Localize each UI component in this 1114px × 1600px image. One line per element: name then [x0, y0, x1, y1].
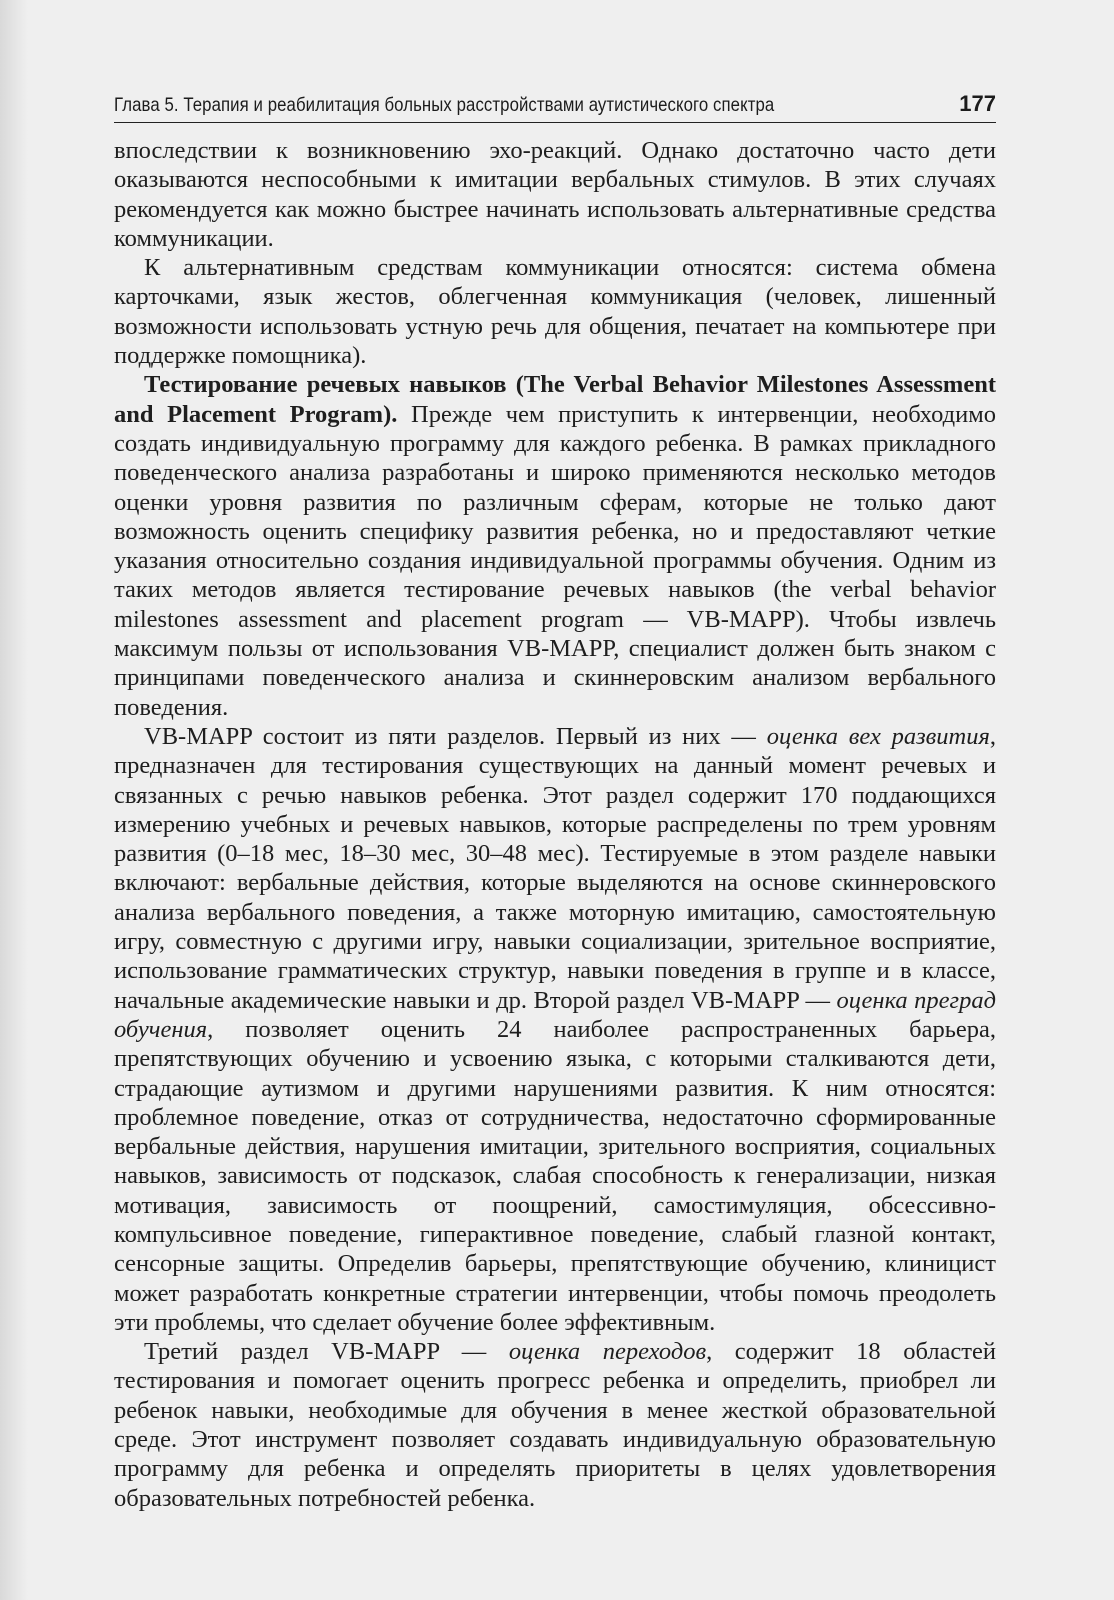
- paragraph-4: [114, 722, 996, 1337]
- paragraph-4-part-2: , предназначен для тестирования существующих на данный момент речевых и связанных с речью навыков ребенка. Этот раздел содержит 170 поддающихся измерению учебных и речевых навыков, которые распределены по трем уровням развития (0–18 мес, 18–30 мес, 30–48 мес). Тестируемые в этом разделе навыки включают: вербальные действия, которые выделяются на основе скиннеровского анализа вербального поведения, а также моторную имитацию, самостоятельную игру, совместную с другими игру, навыки социализации, зрительное восприятие, использование грамматических структур, навыки поведения в группе и в классе, начальные академические навыки и др. Второй раздел VB-MAPP —: [114, 722, 997, 1014]
- page-gutter-shadow: [0, 0, 28, 1600]
- paragraph-1-text: впоследствии к возникновению эхо-реакций. Однако достаточно часто дети оказываются неспособными к имитации вербальных стимулов. В этих случаях рекомендуется как можно быстрее начинать использовать альтернативные средства коммуникации.: [114, 137, 996, 252]
- paragraph-4-part-1: VB-MAPP состоит из пяти разделов. Первый из них —: [144, 722, 767, 750]
- paragraph-5-part-2: , содержит 18 областей тестирования и помогает оценить прогресс ребенка и определить, приобрел ли ребенок навыки, необходимые для обучения в менее жесткой образовательной среде. Этот инструмент позволяет создавать индивидуальную образовательную программу для ребенка и определять приоритеты в целях удовлетворения образовательных потребностей ребенка.: [114, 1338, 996, 1512]
- term-barriers-assessment: оценка преград обучения: [114, 986, 996, 1043]
- paragraph-5: [114, 1337, 996, 1513]
- section-heading-vb-mapp: Тестирование речевых навыков (The Verbal Behavior Milestones Assessment and Placement Program).: [114, 371, 996, 428]
- paragraph-3-text: Прежде чем приступить к интервенции, необходимо создать индивидуальную программу для каждого ребенка. В рамках прикладного поведенческого анализа разработаны и широко применяются несколько методов оценки уровня развития по различным сферам, которые не только дают возможность оценить специфику развития ребенка, но и предоставляют четкие указания относительно создания индивидуальной программы обучения. Одним из таких методов является тестирование речевых навыков (the verbal behavior milestones assessment and placement program — VB-MAPP). Чтобы извлечь максимум пользы от использования VB-MAPP, специалист должен быть знаком с принципами поведенческого анализа и скиннеровским анализом вербального поведения.: [114, 400, 996, 721]
- term-transition-assessment: оценка переходов: [508, 1338, 707, 1366]
- chapter-title: Глава 5. Терапия и реабилитация больных расстройствами аутистического спектра: [114, 94, 775, 116]
- paragraph-1: [114, 136, 996, 253]
- paragraph-2: [114, 253, 996, 370]
- paragraph-4-part-3: , позволяет оценить 24 наиболее распространенных барьера, препятствующих обучению и усвоению языка, с которыми сталкиваются дети, страдающие аутизмом и другими нарушениями развития. К ним относятся: проблемное поведение, отказ от сотрудничества, недостаточно сформированные вербальные действия, нарушения имитации, зрительного восприятия, социальных навыков, зависимость от подсказок, слабая способность к генерализации, низкая мотивация, зависимость от поощрений, самостимуляция, обсессивно-компульсивное поведение, гиперактивное поведение, слабый глазной контакт, сенсорные защиты. Определив барьеры, препятствующие обучению, клиницист может разработать конкретные стратегии интервенции, чтобы помочь преодолеть эти проблемы, что сделает обучение более эффективным.: [114, 1015, 996, 1336]
- term-milestones-assessment: оценка вех развития: [766, 722, 990, 750]
- running-header: [114, 88, 996, 123]
- paragraph-5-part-1: Третий раздел VB-MAPP —: [144, 1338, 509, 1366]
- paragraph-3: [114, 370, 996, 722]
- page-number: 177: [959, 91, 996, 116]
- paragraph-2-text: К альтернативным средствам коммуникации относятся: система обмена карточками, язык жестов, облегченная коммуникация (человек, лишенный возможности использовать устную речь для общения, печатает на компьютере при поддержке помощника).: [114, 254, 996, 370]
- body-text: [114, 136, 996, 1513]
